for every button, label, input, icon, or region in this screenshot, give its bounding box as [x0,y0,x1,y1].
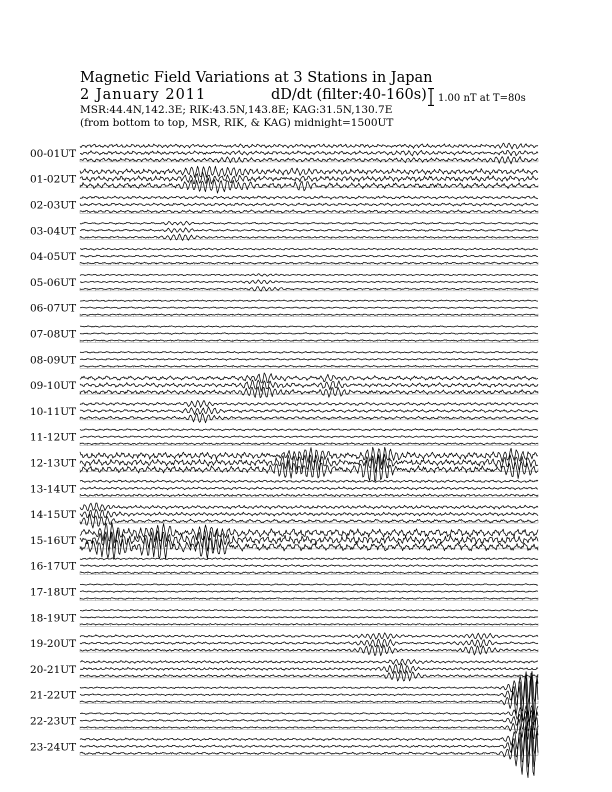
hour-label: 23-24UT [30,741,77,754]
trace-rik-04-05UT [80,255,538,257]
hour-label: 19-20UT [30,638,77,651]
hour-label: 13-14UT [30,483,77,496]
trace-rik-03-04UT [80,228,538,233]
trace-rik-00-01UT [80,150,538,155]
trace-kag-18-19UT [80,610,538,612]
trace-rik-16-17UT [80,565,538,567]
trace-kag-09-10UT [80,373,538,383]
hour-label: 07-08UT [30,328,77,341]
hour-label: 16-17UT [30,560,77,573]
trace-rik-23-24UT [80,726,538,767]
trace-rik-18-19UT [80,617,538,619]
hour-label: 22-23UT [30,715,77,728]
trace-msr-22-23UT [80,716,538,740]
hour-label: 15-16UT [30,534,77,547]
trace-rik-17-18UT [80,591,538,593]
chart-date: 2 January 2011 [80,87,207,103]
trace-kag-07-08UT [80,326,538,328]
hour-label: 09-10UT [30,380,77,393]
hour-label: 00-01UT [30,147,77,160]
trace-kag-06-07UT [80,300,538,302]
trace-rik-06-07UT [80,307,538,309]
trace-msr-20-21UT [80,671,538,682]
trace-kag-00-01UT [80,143,538,149]
hour-label: 01-02UT [30,173,77,186]
trace-kag-04-05UT [80,248,538,250]
hour-label: 08-09UT [30,354,77,367]
trace-rik-14-15UT [80,509,538,518]
trace-kag-19-20UT [80,633,538,640]
hour-label: 10-11UT [30,405,77,418]
hour-label: 20-21UT [30,663,77,676]
trace-kag-03-04UT [80,221,538,225]
trace-rik-20-21UT [80,663,538,673]
trace-rik-19-20UT [80,639,538,648]
trace-rik-21-22UT [80,673,538,715]
chart-component: dD/dt (filter:40-160s) [271,87,427,103]
station-coordinates: MSR:44.4N,142.3E; RIK:43.5N,143.8E; KAG:31.5N,130.7E [80,104,393,116]
trace-kag-14-15UT [80,503,538,511]
chart-title: Magnetic Field Variations at 3 Stations in Japan [80,70,433,86]
trace-rik-08-09UT [80,358,538,360]
hour-label: 03-04UT [30,225,77,238]
trace-msr-21-22UT [80,677,538,726]
trace-rik-01-02UT [80,172,538,184]
trace-kag-08-09UT [80,351,538,353]
hour-label: 12-13UT [30,457,77,470]
trace-rik-05-06UT [80,280,538,284]
trace-kag-10-11UT [80,401,538,408]
hour-label: 06-07UT [30,302,77,315]
trace-msr-19-20UT [80,645,538,656]
trace-kag-02-03UT [80,196,538,200]
hour-label: 04-05UT [30,251,77,264]
trace-rik-11-12UT [80,436,538,438]
scale-label: 1.00 nT at T=80s [438,93,526,104]
hour-label: 14-15UT [30,509,77,522]
hour-label: 21-22UT [30,689,77,702]
trace-rik-09-10UT [80,380,538,391]
trace-rik-10-11UT [80,407,538,415]
hour-label: 05-06UT [30,276,77,289]
trace-kag-05-06UT [80,274,538,276]
hour-label: 11-12UT [30,431,77,444]
trace-rik-07-08UT [80,333,538,335]
station-order-note: (from bottom to top, MSR, RIK, & KAG) midnight=1500UT [80,117,394,129]
trace-msr-23-24UT [80,729,538,777]
trace-kag-16-17UT [80,558,538,560]
trace-kag-22-23UT [80,705,538,721]
trace-kag-20-21UT [80,659,538,665]
hour-label: 18-19UT [30,612,77,625]
trace-rik-13-14UT [80,487,538,490]
hour-label: 17-18UT [30,586,77,599]
trace-rik-02-03UT [80,203,538,206]
hour-label: 02-03UT [30,199,77,212]
trace-kag-11-12UT [80,429,538,431]
trace-kag-17-18UT [80,584,538,586]
trace-kag-13-14UT [80,480,538,483]
